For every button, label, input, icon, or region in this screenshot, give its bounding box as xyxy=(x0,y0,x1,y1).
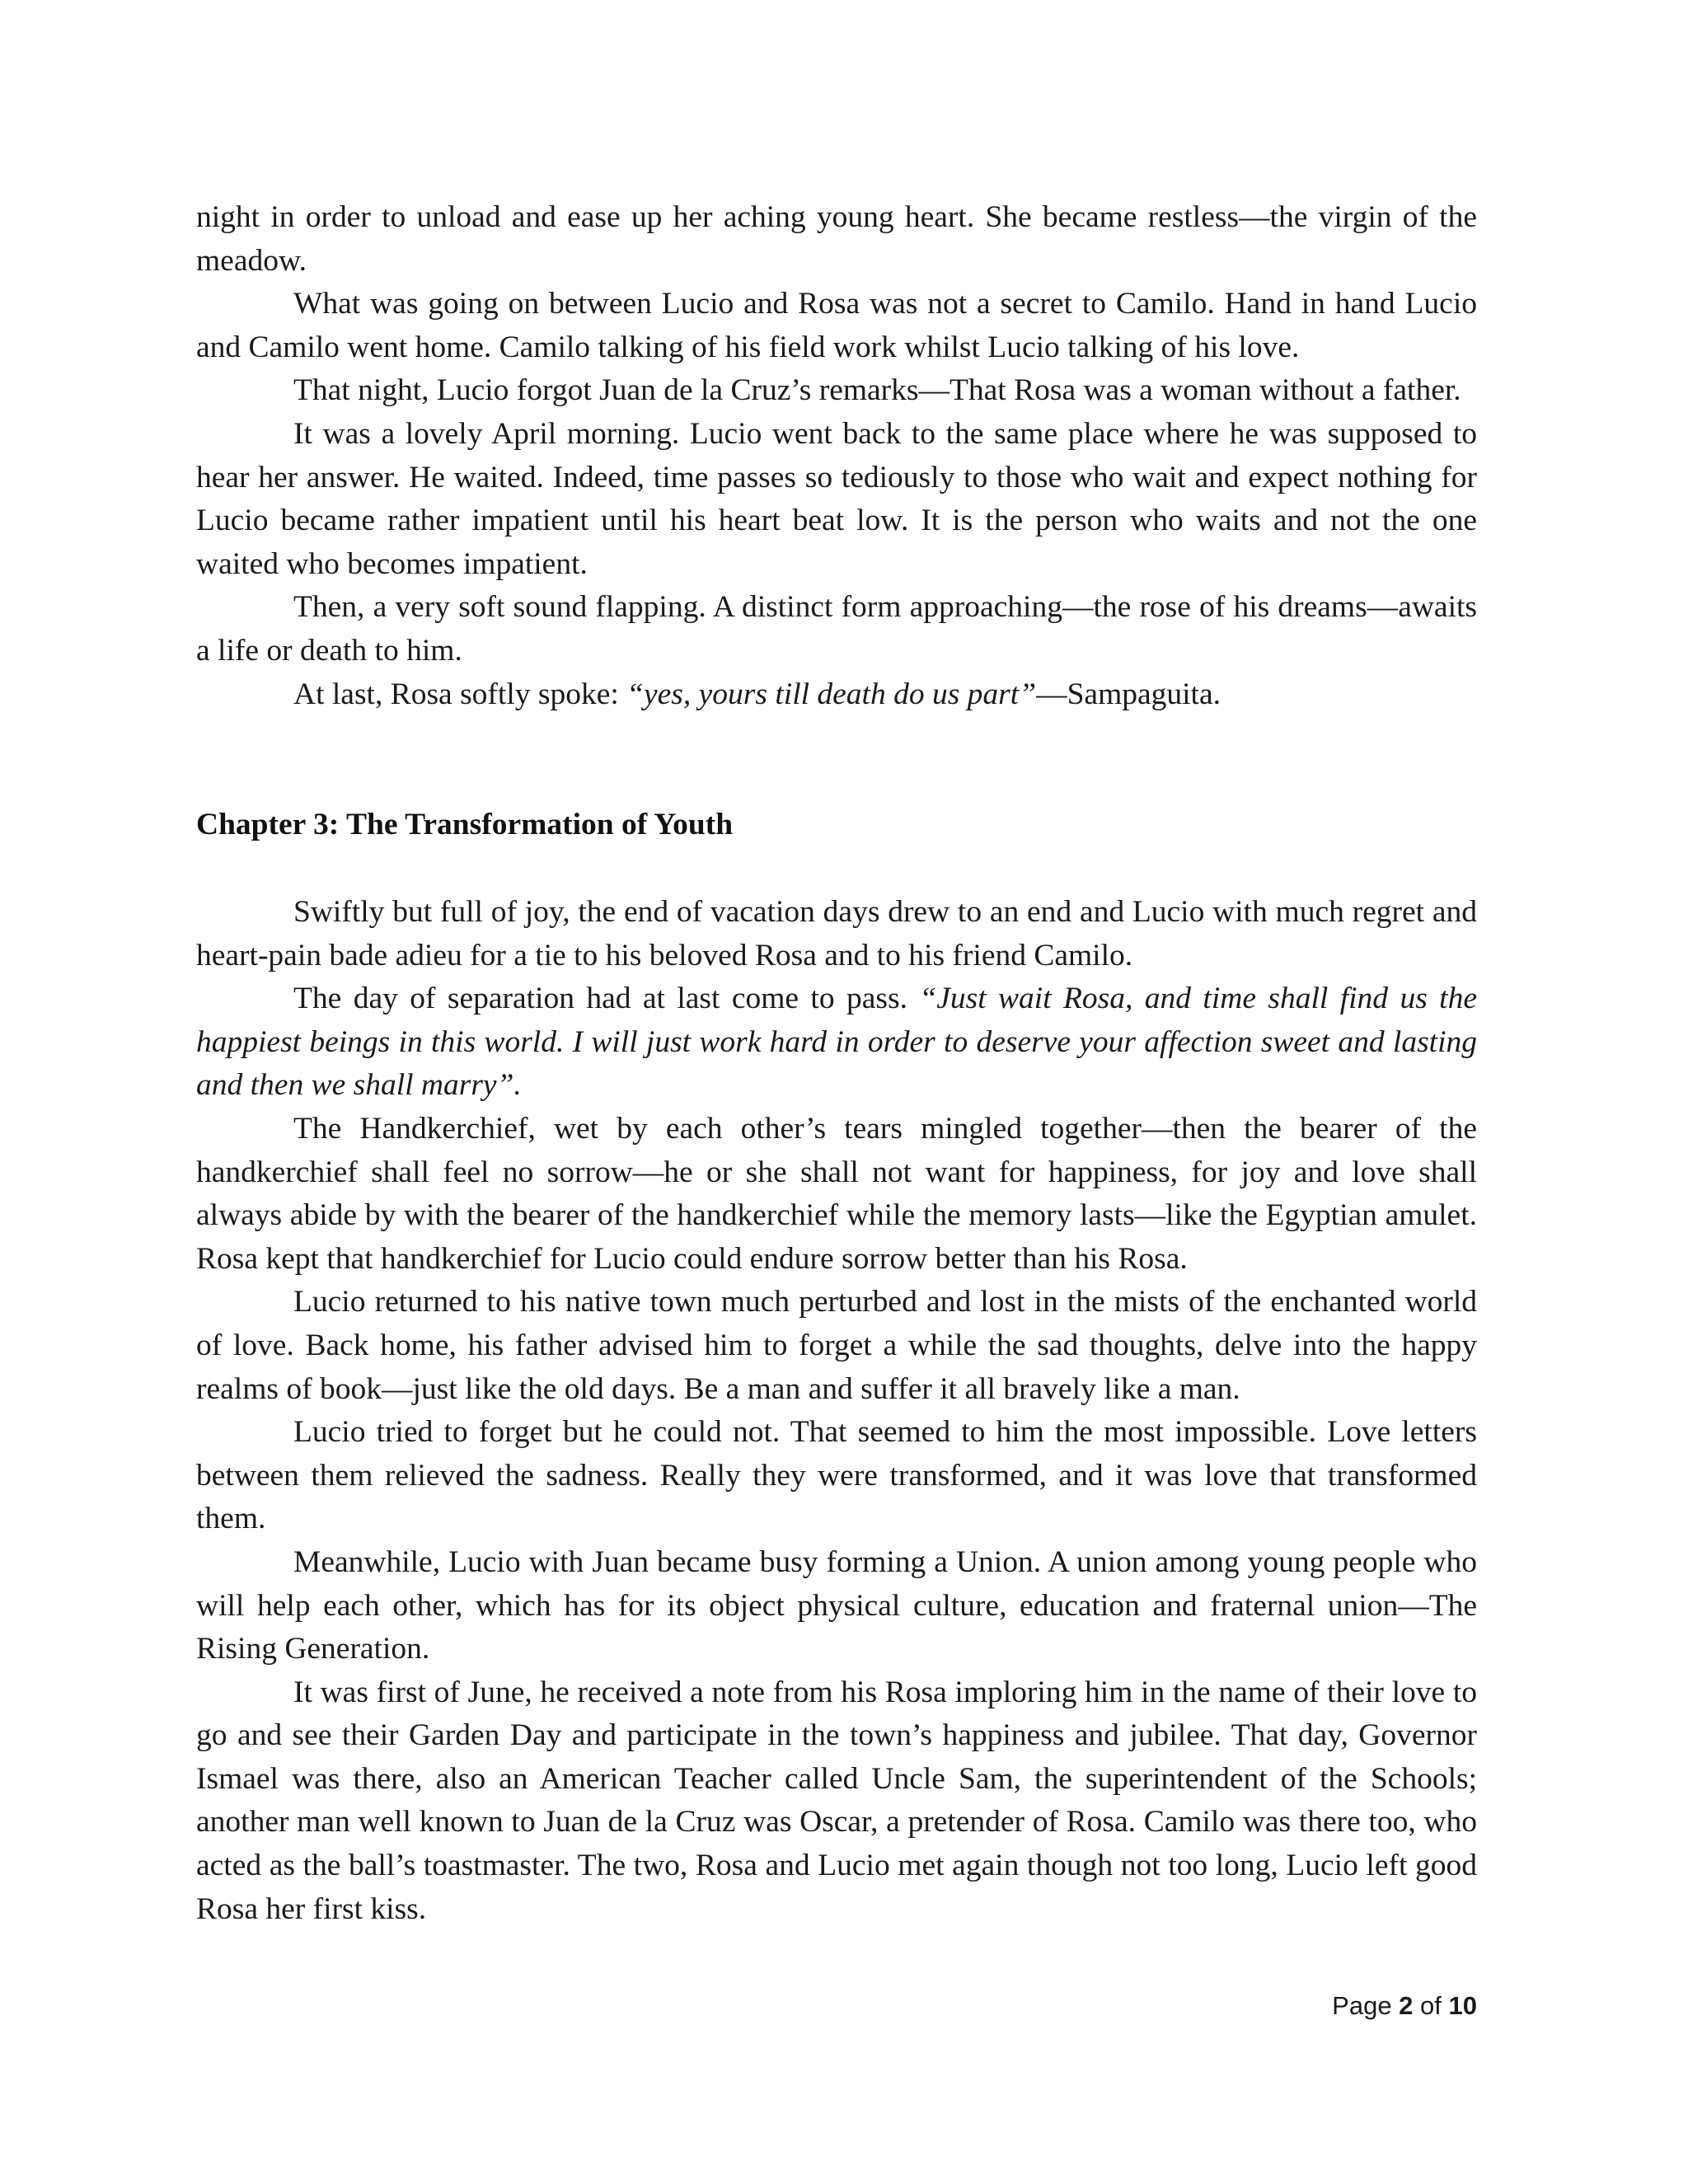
paragraph: The Handkerchief, wet by each other’s tears mingled together—then the bearer of the handkerchief shall feel no sorrow—he or she shall not want for happiness, for joy and love shall always abide by with the bearer of the handkerchief while the memory lasts—like the Egyptian amulet. Rosa kept that handkerchief for Lucio could endure sorrow better than his Rosa. xyxy=(196,1111,1477,1276)
paragraph: It was a lovely April morning. Lucio went back to the same place where he was supposed to hear her answer. He waited. Indeed, time passes so tediously to those who wait and expect nothing for Lucio became rather impatient until his heart beat low. It is the person who waits and not the one waited who becomes impatient. xyxy=(196,416,1477,581)
paragraph: What was going on between Lucio and Rosa was not a secret to Camilo. Hand in hand Lucio and Camilo went home. Camilo talking of his field work whilst Lucio talking of his love. xyxy=(196,287,1477,364)
paragraph: That night, Lucio forgot Juan de la Cruz’s remarks—That Rosa was a woman without a father. xyxy=(293,373,1461,408)
paragraph xyxy=(196,673,1477,717)
total-pages-number: 10 xyxy=(1448,1991,1477,2020)
paragraph-text: At last, Rosa softly spoke: xyxy=(293,677,627,711)
page-label: Page xyxy=(1332,1991,1400,2020)
of-label: of xyxy=(1413,1991,1449,2020)
paragraph: night in order to unload and ease up her aching young heart. She became restless—the virgin of the meadow. xyxy=(196,200,1477,278)
chapter-heading: Chapter 3: The Transformation of Youth xyxy=(196,808,734,841)
paragraph: It was first of June, he received a note from his Rosa imploring him in the name of their love to go and see their Garden Day and participate in the town’s happiness and jubilee. That day, Governor Ismael was there, also an American Teacher called Uncle Sam, the superintendent of the Schools; another man well known to Juan de la Cruz was Oscar, a pretender of Rosa. Camilo was there too, who acted as the ball’s toastmaster. The two, Rosa and Lucio met again though not too long, Lucio left good Rosa her first kiss. xyxy=(196,1675,1477,1926)
page-number-footer xyxy=(1332,1990,1477,2022)
paragraph-text: —Sampaguita. xyxy=(1036,677,1221,711)
quote-text: “Just wait Rosa, and time shall find us the happiest beings in this world. I will just work hard in order to deserve your affection sweet and lasting and then we shall marry”. xyxy=(196,982,1477,1103)
quote-text: “yes, yours till death do us part” xyxy=(626,677,1037,711)
paragraph: Then, a very soft sound flapping. A distinct form approaching—the rose of his dreams—awaits a life or death to him. xyxy=(196,590,1477,668)
paragraph: Lucio returned to his native town much perturbed and lost in the mists of the enchanted world of love. Back home, his father advised him to forget a while the sad thoughts, delve into the happy realms of book—just like the old days. Be a man and suffer it all bravely like a man. xyxy=(196,1285,1477,1406)
paragraph xyxy=(196,977,1477,1108)
current-page-number: 2 xyxy=(1399,1991,1414,2020)
paragraph-text: The day of separation had at last come to pass. xyxy=(293,982,920,1016)
paragraph: Meanwhile, Lucio with Juan became busy forming a Union. A union among young people who will help each other, which has for its object physical culture, education and fraternal union—The Rising Generation. xyxy=(196,1544,1477,1666)
text-section-chapter xyxy=(196,891,1477,1931)
paragraph: Lucio tried to forget but he could not. That seemed to him the most impossible. Love letters between them relieved the sadness. Really they were transformed, and it was love that transformed them. xyxy=(196,1415,1477,1536)
text-section-top xyxy=(196,196,1477,716)
paragraph: Swiftly but full of joy, the end of vacation days drew to an end and Lucio with much regret and heart-pain bade adieu for a tie to his beloved Rosa and to his friend Camilo. xyxy=(196,895,1477,972)
